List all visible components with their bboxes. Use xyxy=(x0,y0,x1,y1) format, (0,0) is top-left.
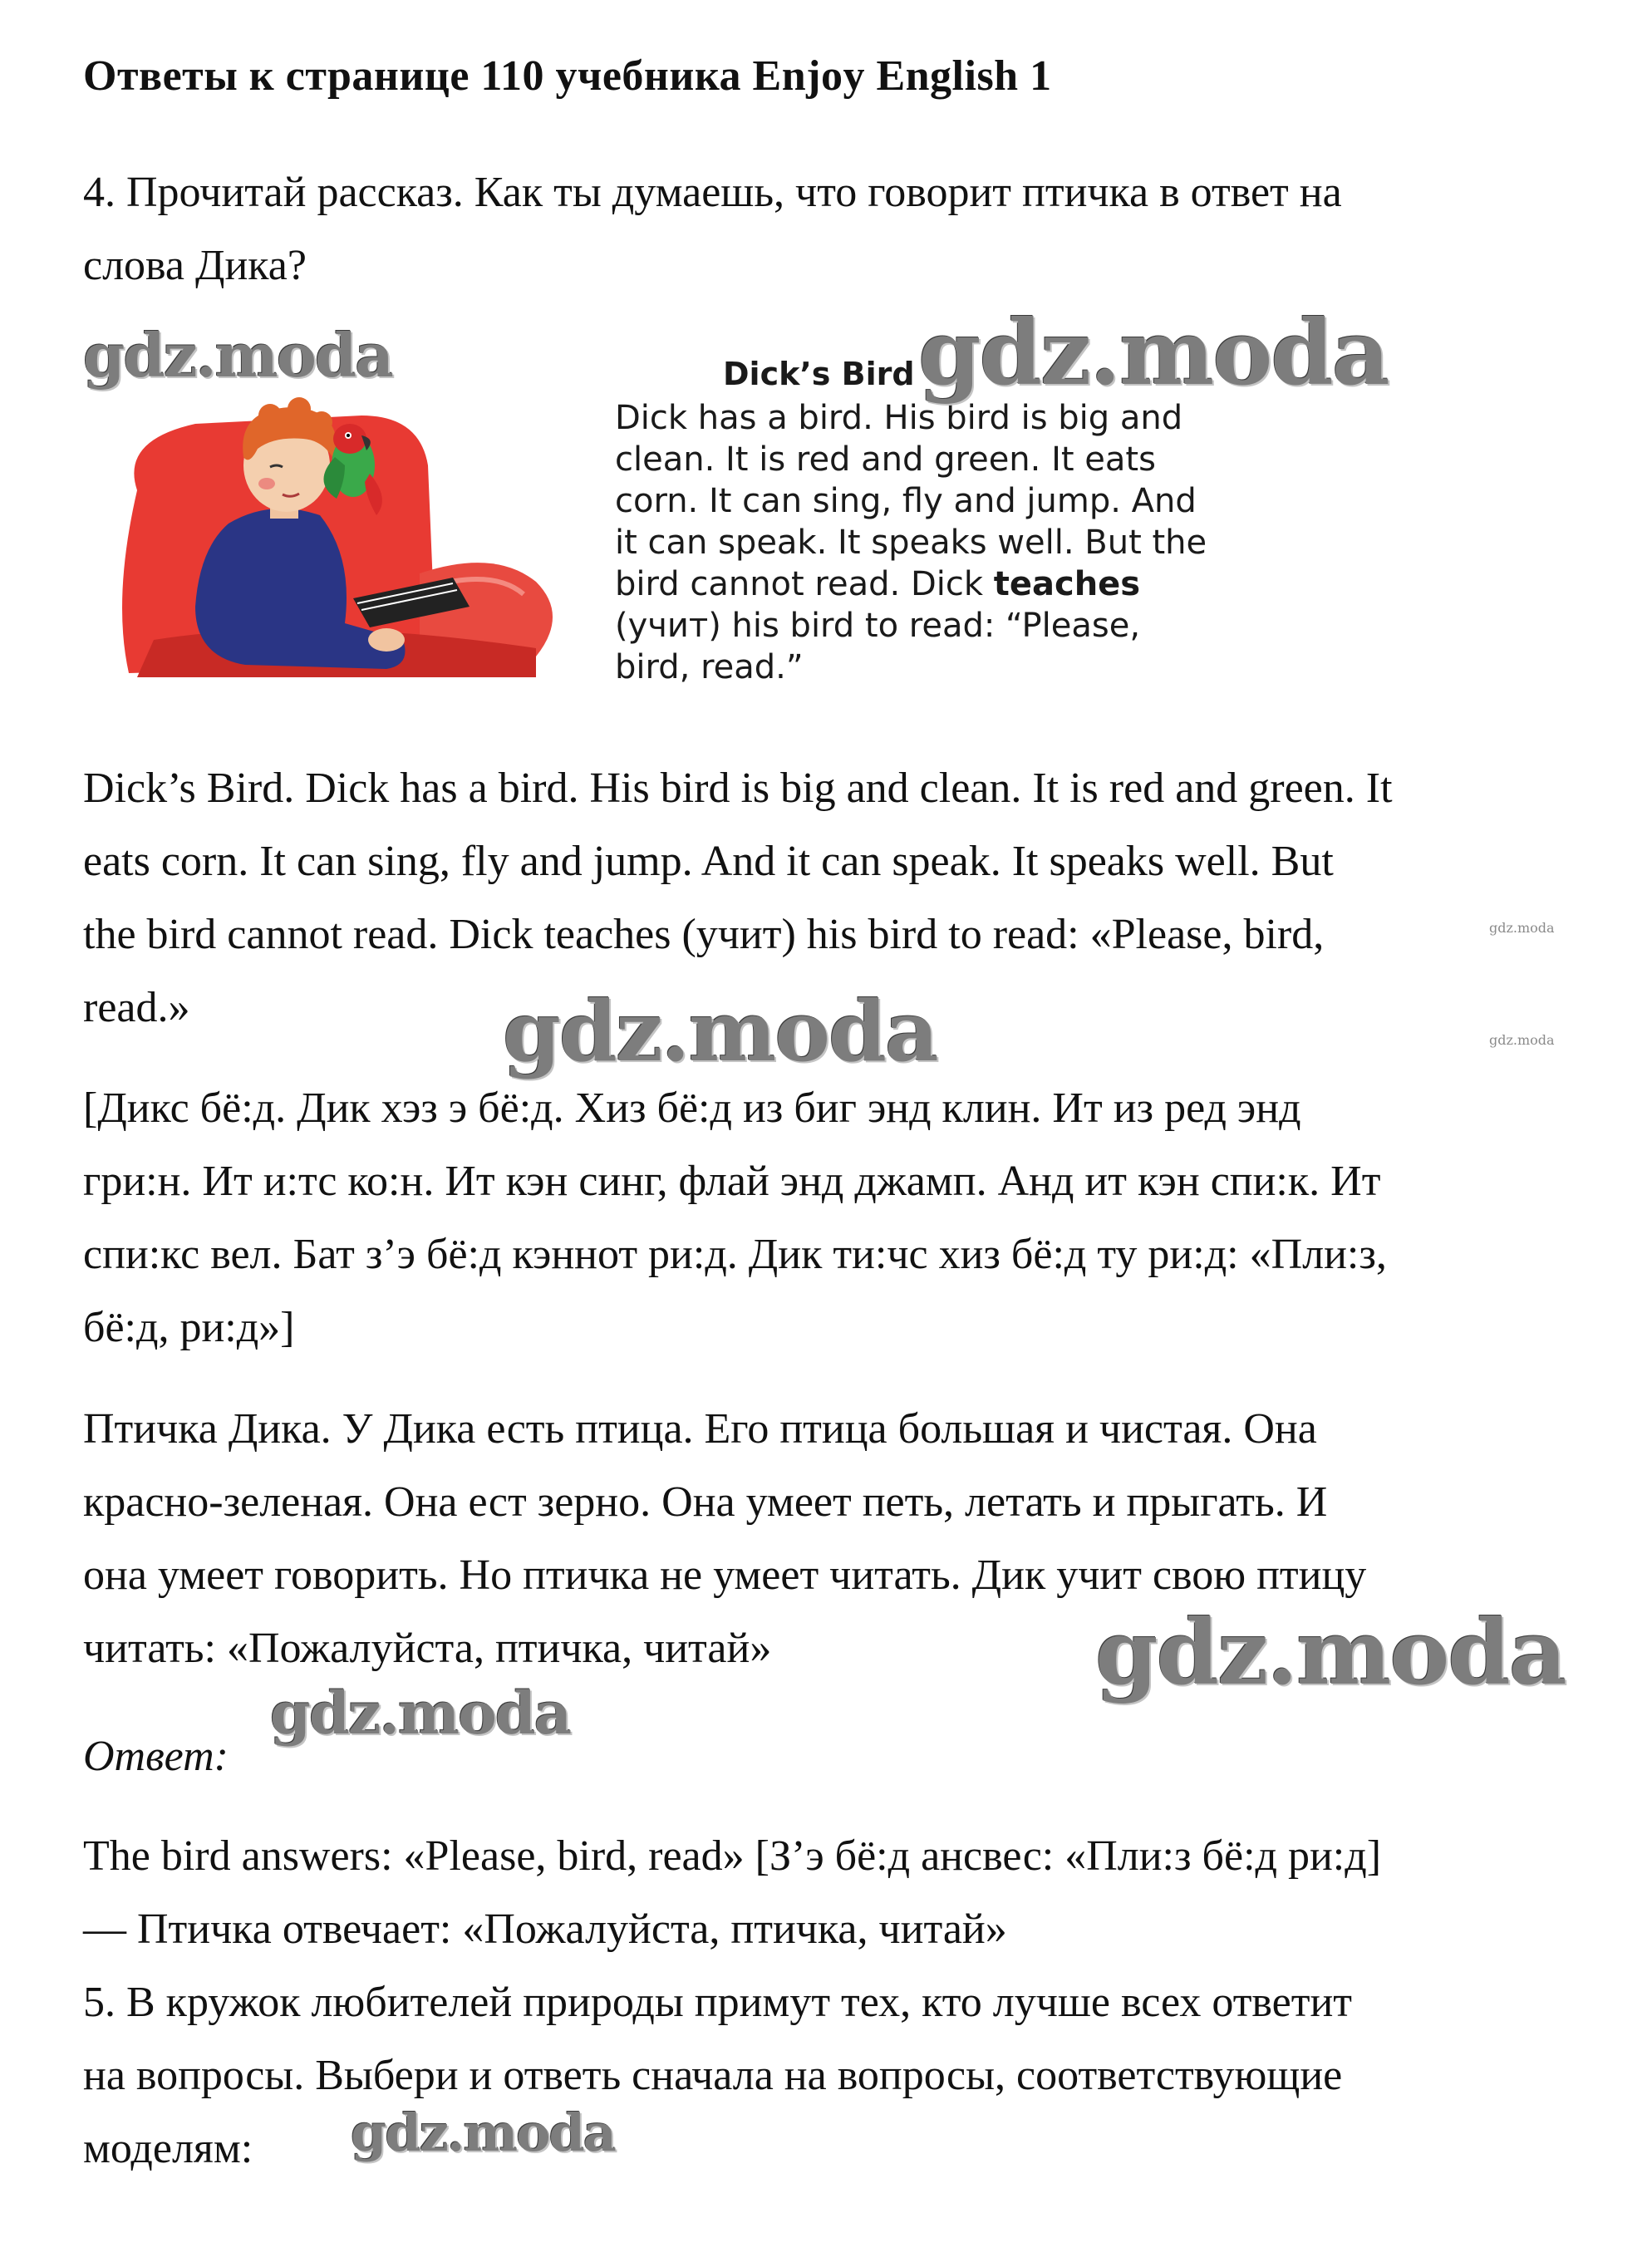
text-line: Ответ: xyxy=(83,1733,229,1780)
excerpt-line: corn. It can sing, fly and jump. And xyxy=(615,482,1197,520)
watermark: gdz.moda xyxy=(270,1679,571,1748)
excerpt-line: bird, read.” xyxy=(615,648,804,686)
text-line: Птичка Дика. У Дика есть птица. Его птица большая и чистая. Она xyxy=(83,1405,1317,1453)
boy-hand xyxy=(368,628,405,652)
excerpt-line: clean. It is red and green. It eats xyxy=(615,440,1156,479)
text-line: моделям: xyxy=(83,2125,253,2172)
text-line: 5. В кружок любителей природы примут тех, кто лучше всех ответит xyxy=(83,1979,1353,2026)
text-line: read.» xyxy=(83,984,190,1031)
excerpt-line: Dick has a bird. His bird is big and xyxy=(615,399,1183,437)
text-line: — Птичка отвечает: «Пожалуйста, птичка, читай» xyxy=(83,1906,1007,1953)
watermark-small: gdz.moda xyxy=(1489,920,1555,936)
excerpt-bold-word: teaches xyxy=(993,565,1141,603)
page-title: Ответы к странице 110 учебника Enjoy English 1 xyxy=(83,52,1052,100)
watermark: gdz.moda xyxy=(1095,1601,1566,1705)
boy-with-parrot-illustration xyxy=(104,391,602,690)
watermark: gdz.moda xyxy=(351,2102,615,2163)
text-line: читать: «Пожалуйста, птичка, читай» xyxy=(83,1625,772,1672)
excerpt-line xyxy=(615,563,1271,605)
excerpt-title: Dick’s Bird xyxy=(723,356,915,392)
excerpt-line: (учит) his bird to read: “Please, xyxy=(615,607,1141,645)
transcription-text xyxy=(83,1072,1579,1365)
text-line: слова Дика? xyxy=(83,242,307,289)
task-4-question xyxy=(83,156,1579,302)
text-line: бё:д, ри:д»] xyxy=(83,1304,295,1351)
watermark: gdz.moda xyxy=(503,982,937,1080)
text-line: [Дикс бё:д. Дик хэз э бё:д. Хиз бё:д из биг энд клин. Ит из ред энд xyxy=(83,1084,1301,1132)
text-line: гри:н. Ит и:тс ко:н. Ит кэн синг, флай энд джамп. Анд ит кэн спи:к. Ит xyxy=(83,1158,1381,1205)
excerpt-body xyxy=(615,397,1271,688)
answer-text xyxy=(83,1820,1579,1966)
text-line: The bird answers: «Please, bird, read» [З’э бё:д ансвес: «Пли:з бё:д ри:д] xyxy=(83,1832,1382,1880)
text-line: спи:кс вел. Бат з’э бё:д кэннот ри:д. Дик ти:чс хиз бё:д ту ри:д: «Пли:з, xyxy=(83,1231,1387,1278)
text-line: Dick’s Bird. Dick has a bird. His bird is big and clean. It is red and green. It xyxy=(83,765,1393,812)
watermark: gdz.moda xyxy=(83,320,392,391)
watermark-small: gdz.moda xyxy=(1489,1032,1555,1048)
watermark: gdz.moda xyxy=(918,301,1389,406)
task-5-question xyxy=(83,1966,1579,2186)
excerpt-text: bird cannot read. Dick xyxy=(615,565,994,603)
text-line: the bird cannot read. Dick teaches (учит) his bird to read: «Please, bird, xyxy=(83,911,1325,958)
text-line: на вопросы. Выбери и ответь сначала на вопросы, соответствующие xyxy=(83,2052,1343,2099)
text-line: eats corn. It can sing, fly and jump. And it can speak. It speaks well. But xyxy=(83,838,1334,885)
text-line: красно-зеленая. Она ест зерно. Она умеет петь, летать и прыгать. И xyxy=(83,1478,1328,1526)
text-line: она умеет говорить. Но птичка не умеет читать. Дик учит свою птицу xyxy=(83,1551,1367,1599)
text-line: 4. Прочитай рассказ. Как ты думаешь, что говорит птичка в ответ на xyxy=(83,169,1342,216)
excerpt-line: it can speak. It speaks well. But the xyxy=(615,524,1207,562)
